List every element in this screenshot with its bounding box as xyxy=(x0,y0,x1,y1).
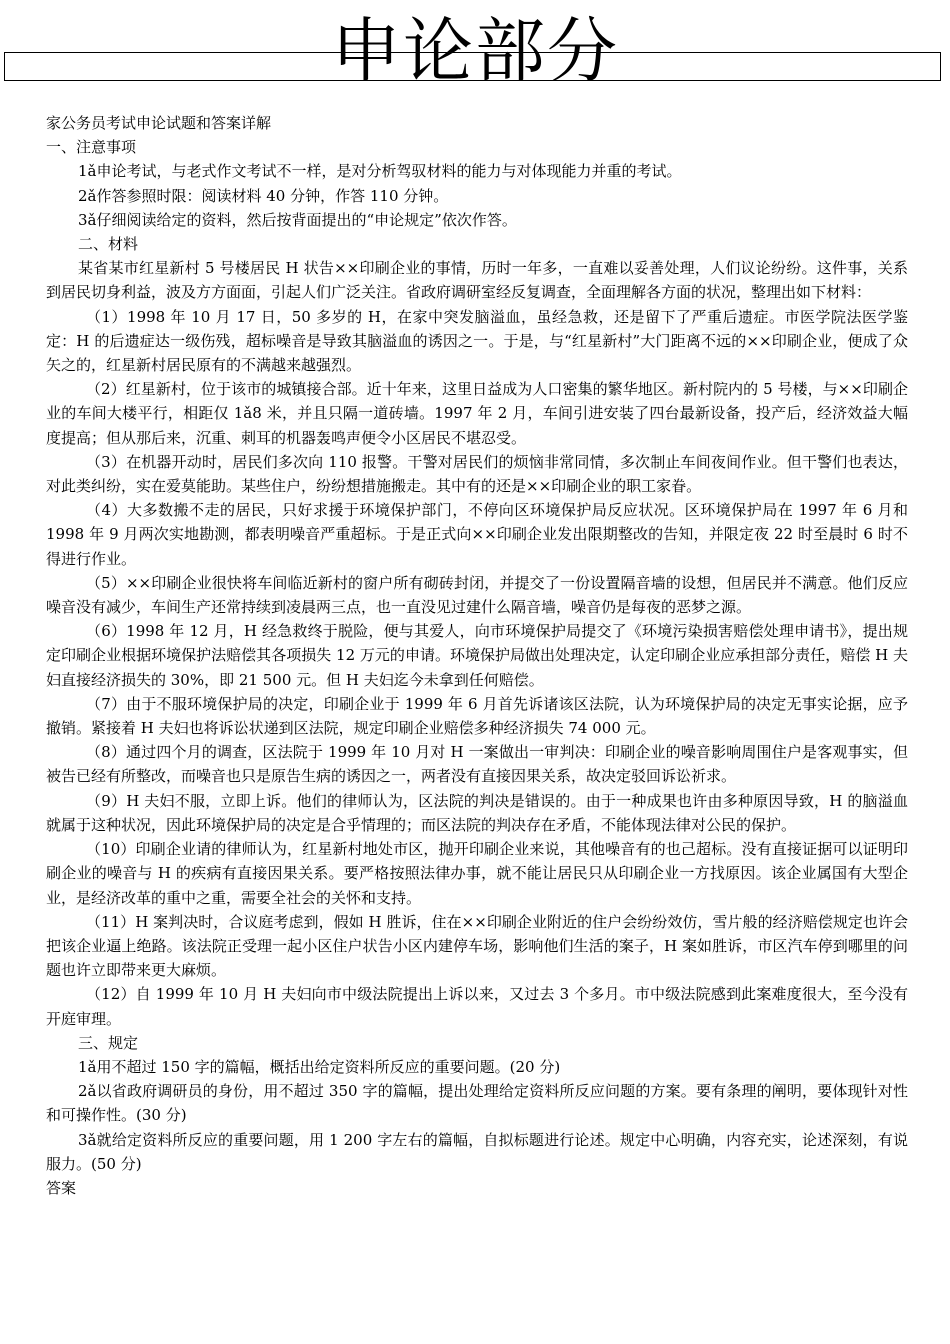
material-item: （7）由于不服环境保护局的决定，印刷企业于 1999 年 6 月首先诉诸该区法院，认为环境保护局的决定无事实论据，应予撤销。紧接着 H 夫妇也将诉讼状递到区法院，规定印刷企业赔偿多种经济损失 74 000 元。 xyxy=(46,694,908,738)
section-heading-material: 二、材料 xyxy=(78,235,139,254)
material-item: （6）1998 年 12 月，H 经急救终于脱险，便与其爱人，向市环境保护局提交了《环境污染损害赔偿处理申请书》，提出规定印刷企业根据环境保护法赔偿其各项损失 12 万元的申请。环境保护局做出处理决定，认定印刷企业应承担部分责任，赔偿 H 夫妇直接经济损失的 30%，即 21 500 元。但 H 夫妇迄今未拿到任何赔偿。 xyxy=(46,622,908,689)
material-item: （12）自 1999 年 10 月 H 夫妇向市中级法院提出上诉以来，又过去 3 个多月。市中级法院感到此案难度很大，至今没有开庭审理。 xyxy=(46,985,908,1028)
material-item: （3）在机器开动时，居民们多次向 110 报警。干警对居民们的烦恼非常同情，多次制止车间夜间作业。但干警们也表达，对此类纠纷，实在爱莫能助。某些住户，纷纷想措施搬走。其中有的还是××印刷企业的职工家眷。 xyxy=(46,452,908,496)
requirement-item: 3ǎ就给定资料所反应的重要问题，用 1 200 字左右的篇幅，自拟标题进行论述。规定中心明确，内容充实，论述深刻，有说服力。(50 分) xyxy=(46,1130,908,1173)
page-title: 申论部分 xyxy=(331,10,619,92)
note-item: 3ǎ仔细阅读给定的资料，然后按背面提出的“申论规定”依次作答。 xyxy=(78,210,517,229)
material-intro: 某省某市红星新村 5 号楼居民 H 状告××印刷企业的事情，历时一年多，一直难以妥善处理，人们议论纷纷。这件事，关系到居民切身利益，波及方方面面，引起人们广泛关注。省政府调研室经反复调查，全面理解各方面的状况，整理出如下材料： xyxy=(46,259,908,302)
material-item: （11）H 案判决时，合议庭考虑到，假如 H 胜诉，住在××印刷企业附近的住户会纷纷效仿，雪片般的经济赔偿规定也许会把该企业逼上绝路。该法院正受理一起小区住户状告小区内建停车场，影响他们生活的案子，H 案如胜诉，市区汽车停到哪里的问题也许立即带来更大麻烦。 xyxy=(46,912,908,980)
material-item: （9）H 夫妇不服，立即上诉。他们的律师认为，区法院的判决是错误的。由于一种成果也许由多种原因导致，H 的脑溢血就属于这种状况，因此环境保护局的决定是合乎情理的；而区法院的判决存在矛盾，不能体现法律对公民的保护。 xyxy=(46,791,908,834)
document-body xyxy=(46,111,908,1200)
note-item: 1ǎ申论考试，与老式作文考试不一样，是对分析驾驭材料的能力与对体现能力并重的考试。 xyxy=(78,162,682,181)
answer-heading: 答案 xyxy=(46,1178,77,1197)
material-item: （2）红星新村，位于该市的城镇接合部。近十年来，这里日益成为人口密集的繁华地区。新村院内的 5 号楼，与××印刷企业的车间大楼平行，相距仅 1ǎ8 米，并且只隔一道砖墙。1997 年 2 月，车间引进安装了四台最新设备，投产后，经济效益大幅度提高；但从那后来，沉重、刺耳的机器轰鸣声便令小区居民不堪忍受。 xyxy=(46,380,908,447)
section-heading-requirements: 三、规定 xyxy=(78,1033,139,1052)
note-item: 2ǎ作答参照时限：阅读材料 40 分钟，作答 110 分钟。 xyxy=(78,186,449,205)
material-item: （1）1998 年 10 月 17 日，50 多岁的 H，在家中突发脑溢血，虽经急救，还是留下了严重后遗症。市医学院法医学鉴定：H 的后遗症达一级伤残，超标噪音是导致其脑溢血的诱因之一。于是，与“红星新村”大门距离不远的××印刷企业，便成了众矢之的，红星新村居民原有的不满越来越强烈。 xyxy=(46,307,908,375)
material-item: （4）大多数搬不走的居民，只好求援于环境保护部门，不停向区环境保护局反应状况。区环境保护局在 1997 年 6 月和 1998 年 9 月两次实地勘测，都表明噪音严重超标。于是正式向××印刷企业发出限期整改的告知，并限定夜 22 时至晨时 6 时不得进行作业。 xyxy=(46,501,908,568)
requirement-item: 1ǎ用不超过 150 字的篇幅，概括出给定资料所反应的重要问题。(20 分) xyxy=(78,1057,561,1076)
intro-line: 家公务员考试申论试题和答案详解 xyxy=(46,114,272,132)
material-item: （10）印刷企业请的律师认为，红星新村地处市区，抛开印刷企业来说，其他噪音有的也己超标。没有直接证据可以证明印刷企业的噪音与 H 的疾病有直接因果关系。要严格按照法律办事，就不能让居民只从印刷企业一方找原因。该企业属国有大型企业，是经济改革的重中之重，需要全社会的关怀和支持。 xyxy=(46,840,908,907)
section-heading-notes: 一、注意事项 xyxy=(46,138,137,157)
material-item: （8）通过四个月的调查，区法院于 1999 年 10 月对 H 一案做出一审判决：印刷企业的噪音影响周围住户是客观事实，但被告已经有所整改，而噪音也只是原告生病的诱因之一，两者没有直接因果关系，故决定驳回诉讼祈求。 xyxy=(46,743,908,786)
material-item: （5）××印刷企业很快将车间临近新村的窗户所有砌砖封闭，并提交了一份设置隔音墙的设想，但居民并不满意。他们反应噪音没有减少，车间生产还常持续到凌晨两三点，也一直没见过建什么隔音墙，噪音仍是每夜的恶梦之源。 xyxy=(46,573,908,617)
requirement-item: 2ǎ以省政府调研员的身份，用不超过 350 字的篇幅，提出处理给定资料所反应问题的方案。要有条理的阐明，要体现针对性和可操作性。(30 分) xyxy=(46,1082,908,1125)
